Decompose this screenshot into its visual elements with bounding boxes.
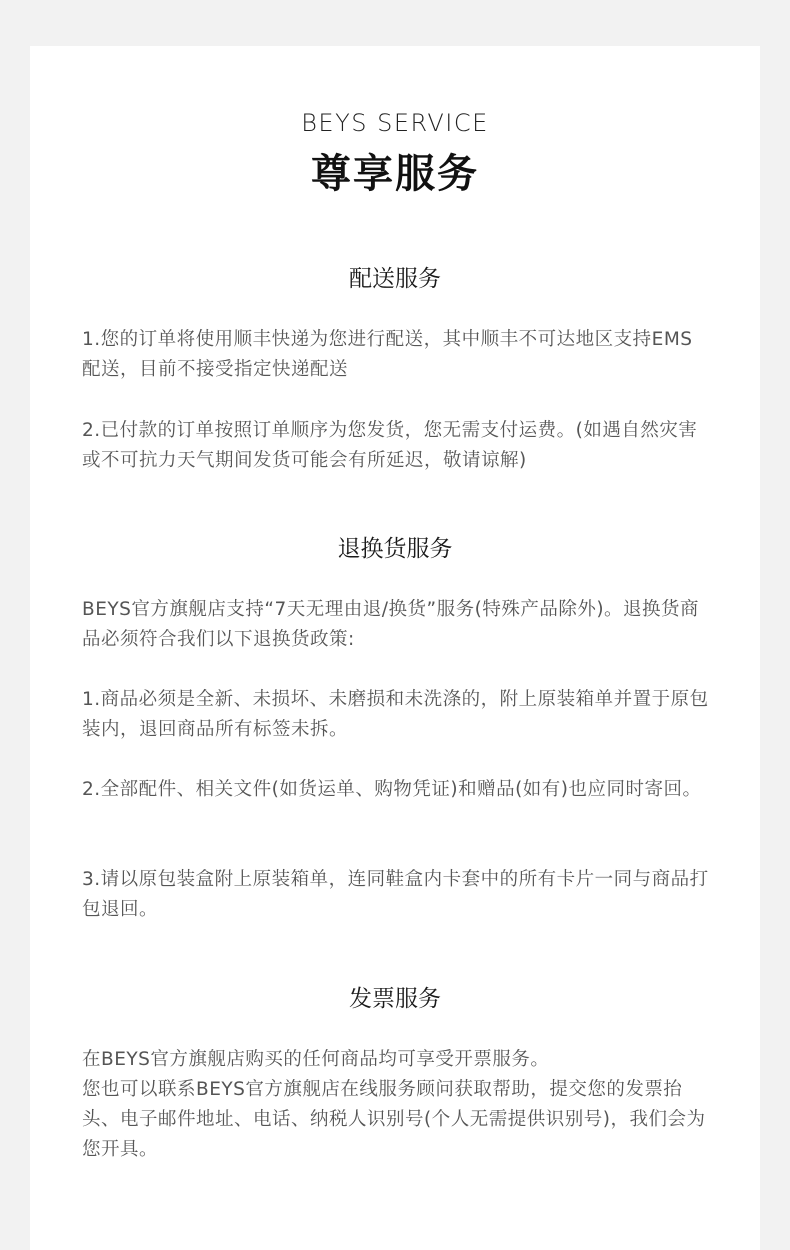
brand-heading: BEYS SERVICE <box>301 109 489 137</box>
service-card <box>30 46 760 1250</box>
returns-intro: BEYS官方旗舰店支持“7天无理由退/换货”服务(特殊产品除外)。退换货商品必须符合我们以下退换货政策: <box>82 599 700 650</box>
returns-paragraph-1: 1.商品必须是全新、未损坏、未磨损和未洗涤的，附上原装箱单并置于原包装内，退回商品所有标签未拆。 <box>82 689 709 740</box>
returns-section-title: 退换货服务 <box>337 536 453 562</box>
invoice-paragraph-2: 您也可以联系BEYS官方旗舰店在线服务顾问获取帮助，提交您的发票抬头、电子邮件地址、电话、纳税人识别号(个人无需提供识别号)，我们会为您开具。 <box>82 1079 706 1160</box>
page-title: 尊享服务 <box>311 151 479 197</box>
delivery-section-title: 配送服务 <box>349 266 441 292</box>
delivery-paragraph-1: 1.您的订单将使用顺丰快递为您进行配送，其中顺丰不可达地区支持EMS 配送，目前不接受指定快递配送 <box>82 329 693 380</box>
invoice-section-title: 发票服务 <box>349 986 441 1012</box>
returns-paragraph-3: 3.请以原包装盒附上原装箱单，连同鞋盒内卡套中的所有卡片一同与商品打包退回。 <box>82 869 709 920</box>
returns-paragraph-2: 2.全部配件、相关文件(如货运单、购物凭证)和赠品(如有)也应同时寄回。 <box>82 779 702 800</box>
delivery-paragraph-2: 2.已付款的订单按照订单顺序为您发货，您无需支付运费。(如遇自然灾害或不可抗力天气期间发货可能会有所延迟，敬请谅解) <box>82 420 698 471</box>
invoice-paragraph-1: 在BEYS官方旗舰店购买的任何商品均可享受开票服务。 <box>82 1049 550 1070</box>
